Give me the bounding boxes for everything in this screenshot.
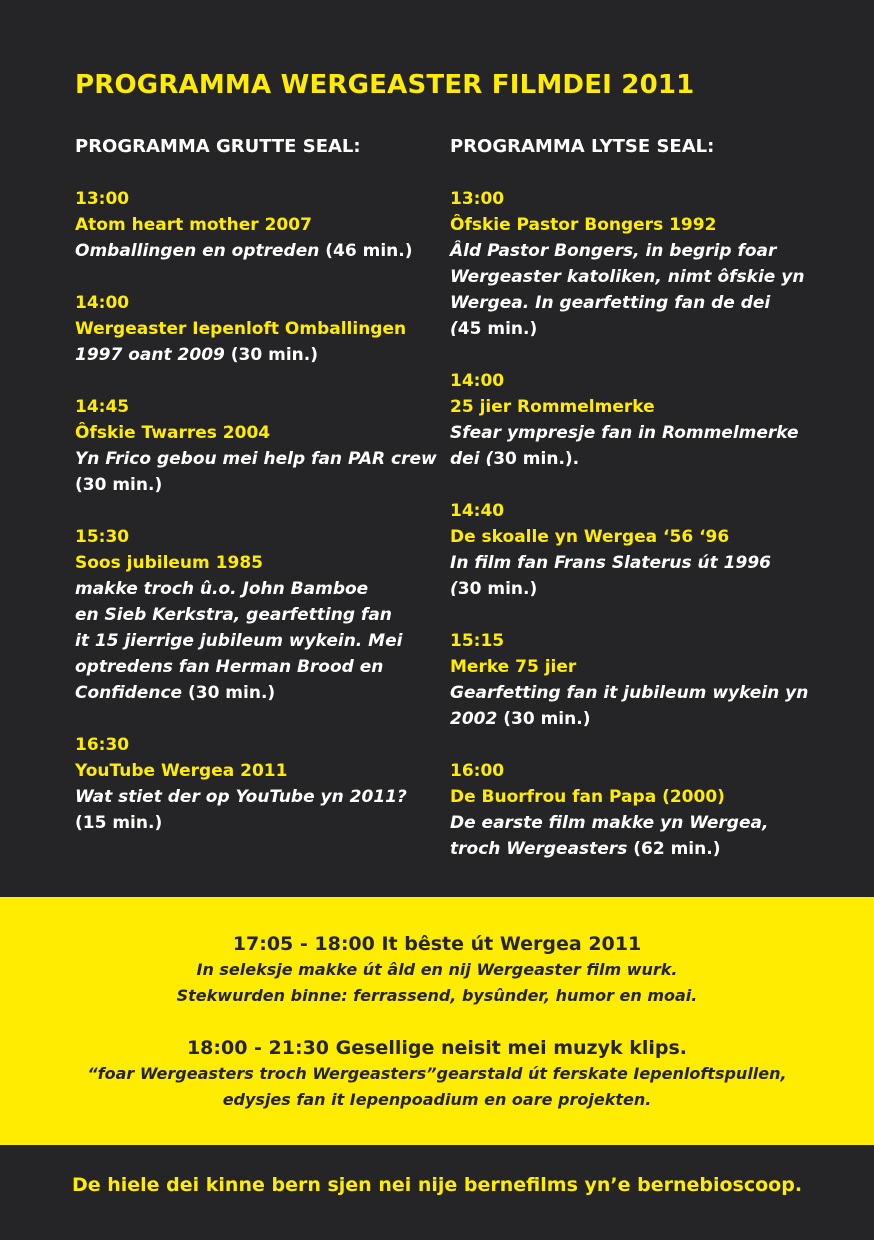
event-description-line <box>450 836 850 862</box>
event-title: Ôfskie Pastor Bongers 1992 <box>450 215 717 235</box>
event-title: Soos jubileum 1985 <box>75 553 263 573</box>
duration-text: 45 min.) <box>457 319 538 339</box>
event-item <box>450 186 850 342</box>
event-description-line <box>75 602 455 628</box>
event-description-line <box>450 446 850 472</box>
description-text: In film fan Frans Slaterus út 1996 <box>450 553 771 573</box>
event-time: 14:00 <box>75 293 130 313</box>
event-description-line <box>450 316 850 342</box>
duration-text: (30 min.) <box>182 683 276 703</box>
event-time: 13:00 <box>75 189 130 209</box>
event-time: 14:00 <box>450 371 505 391</box>
event-title: Atom heart mother 2007 <box>75 215 312 235</box>
description-text: Wergeaster katoliken, nimt ôfskie yn <box>450 267 805 287</box>
description-text: ( <box>450 579 458 599</box>
event-item <box>75 290 455 368</box>
event-description-line <box>75 784 455 810</box>
event-description-line <box>450 810 850 836</box>
description-text: it 15 jierrige jubileum wykein. Mei <box>75 631 403 651</box>
event-time: 14:40 <box>450 501 505 521</box>
event-time: 15:15 <box>450 631 505 651</box>
event-time: 14:45 <box>75 397 130 417</box>
description-text: makke troch û.o. John Bamboe <box>75 579 369 599</box>
duration-text: 30 min.). <box>493 449 580 469</box>
band-line: Stekwurden binne: ferrassend, bysûnder, humor en moai. <box>176 986 698 1005</box>
column-heading: PROGRAMMA GRUTTE SEAL: <box>75 136 361 157</box>
event-description-line <box>75 680 455 706</box>
band-line: “foar Wergeasters troch Wergeasters”gearstald út ferskate Iepenloftspullen, <box>87 1064 787 1083</box>
description-text: Wat stiet der op YouTube yn 2011? <box>75 787 407 807</box>
description-text: Confidence <box>75 683 183 703</box>
band-heading: 17:05 - 18:00 It bêste út Wergea 2011 <box>232 933 642 955</box>
event-title: De Buorfrou fan Papa (2000) <box>450 787 725 807</box>
band-line: edysjes fan it Iepenpoadium en oare projekten. <box>222 1090 652 1109</box>
event-item <box>75 732 455 836</box>
event-description-line <box>75 342 455 368</box>
event-title: De skoalle yn Wergea ‘56 ‘96 <box>450 527 730 547</box>
event-time: 13:00 <box>450 189 505 209</box>
event-description-line <box>75 238 455 264</box>
duration-text: 30 min.) <box>457 579 538 599</box>
description-text: optredens fan Herman Brood en <box>75 657 384 677</box>
event-description-line <box>450 576 850 602</box>
event-description-line <box>75 654 455 680</box>
description-text: dei ( <box>450 449 494 469</box>
evening-program-band <box>0 897 874 1145</box>
description-text: Yn Frico gebou mei help fan PAR crew <box>75 449 437 469</box>
event-time: 15:30 <box>75 527 130 547</box>
event-description-line <box>450 706 850 732</box>
description-text: 1997 oant 2009 <box>75 345 225 365</box>
event-item <box>75 394 455 498</box>
description-text: De earste film makke yn Wergea, <box>450 813 769 833</box>
event-item <box>450 628 850 732</box>
event-item <box>450 498 850 602</box>
duration-text: (62 min.) <box>627 839 721 859</box>
description-text: Wergea. In gearfetting fan de dei <box>450 293 771 313</box>
description-text: Âld Pastor Bongers, in begrip foar <box>450 241 777 261</box>
event-description-line <box>75 810 455 836</box>
description-text: 2002 <box>450 709 498 729</box>
footer-note: De hiele dei kinne bern sjen nei nije bernefilms yn’e bernebioscoop. <box>71 1174 803 1196</box>
description-text: Omballingen en optreden <box>75 241 320 261</box>
event-description-line <box>75 472 455 498</box>
description-text: ( <box>450 319 458 339</box>
event-description-line <box>450 264 850 290</box>
event-description-line <box>450 290 850 316</box>
event-item <box>75 186 455 264</box>
description-text: Gearfetting fan it jubileum wykein yn <box>450 683 809 703</box>
event-title: Ôfskie Twarres 2004 <box>75 423 271 443</box>
column-heading: PROGRAMMA LYTSE SEAL: <box>450 136 715 157</box>
event-description-line <box>450 550 850 576</box>
event-description-line <box>450 420 850 446</box>
band-heading: 18:00 - 21:30 Gesellige neisit mei muzyk klips. <box>186 1037 688 1059</box>
event-title: Merke 75 jier <box>450 657 577 677</box>
duration-text: (30 min.) <box>497 709 591 729</box>
description-text: troch Wergeasters <box>450 839 628 859</box>
event-title: YouTube Wergea 2011 <box>75 761 288 781</box>
program-small-hall <box>450 134 850 888</box>
page-title: PROGRAMMA WERGEASTER FILMDEI 2011 <box>75 70 695 100</box>
event-description-line <box>75 576 455 602</box>
event-description-line <box>75 628 455 654</box>
duration-text: (30 min.) <box>224 345 318 365</box>
description-text: en Sieb Kerkstra, gearfetting fan <box>75 605 392 625</box>
band-line: In seleksje makke út âld en nij Wergeaster film wurk. <box>196 960 678 979</box>
event-item <box>450 758 850 862</box>
event-description-line <box>75 446 455 472</box>
band-block-best-of <box>0 931 874 1009</box>
event-item <box>75 524 455 706</box>
event-time: 16:00 <box>450 761 505 781</box>
program-large-hall <box>75 134 455 862</box>
description-text: Sfear ympresje fan in Rommelmerke <box>450 423 799 443</box>
duration-text: (46 min.) <box>319 241 413 261</box>
event-description-line <box>450 680 850 706</box>
duration-text: (15 min.) <box>75 813 163 833</box>
event-description-line <box>450 238 850 264</box>
event-title: 25 jier Rommelmerke <box>450 397 655 417</box>
duration-text: (30 min.) <box>75 475 163 495</box>
event-title: Wergeaster Iepenloft Omballingen <box>75 319 407 339</box>
event-list <box>75 186 455 836</box>
band-block-afterparty <box>0 1035 874 1113</box>
event-list <box>450 186 850 862</box>
event-time: 16:30 <box>75 735 130 755</box>
event-item <box>450 368 850 472</box>
